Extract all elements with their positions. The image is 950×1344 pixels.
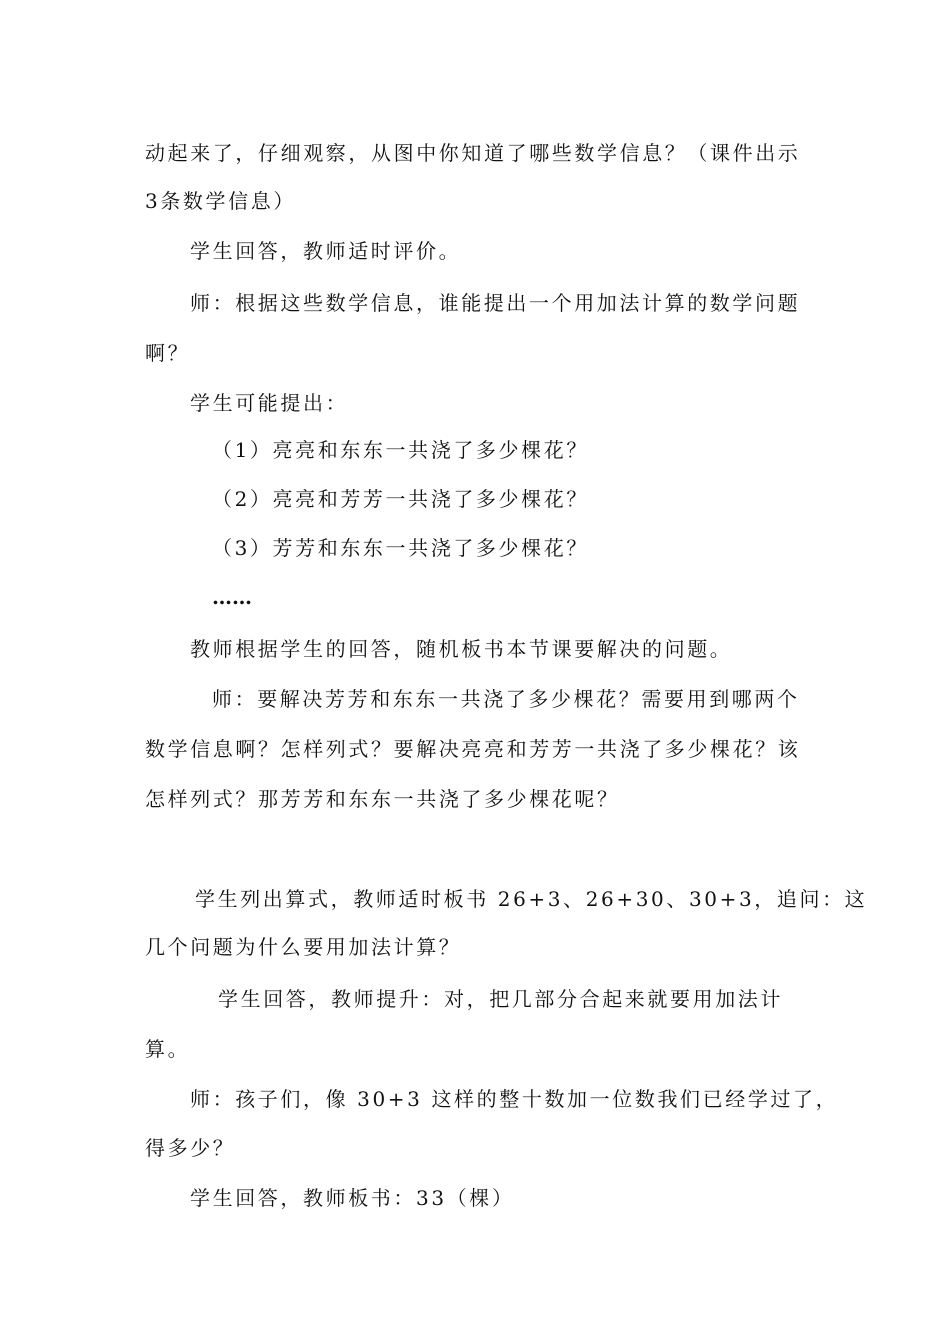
paragraph-line: 数学信息啊？怎样列式？要解决亮亮和芳芳一共浇了多少棵花？该 <box>145 737 801 761</box>
paragraph-line: 学生可能提出： <box>190 391 349 415</box>
paragraph-line: 学生回答，教师提升：对，把几部分合起来就要用加法计 <box>218 987 783 1011</box>
list-item: （3）芳芳和东东一共浇了多少棵花？ <box>212 536 589 560</box>
paragraph-line: 师：要解决芳芳和东东一共浇了多少棵花？需要用到哪两个 <box>212 687 800 711</box>
paragraph-line: 几个问题为什么要用加法计算？ <box>145 935 462 959</box>
paragraph-line: 学生回答，教师板书：33（棵） <box>190 1186 515 1210</box>
list-item: （2）亮亮和芳芳一共浇了多少棵花？ <box>212 487 589 511</box>
paragraph-line: 学生列出算式，教师适时板书 26+3、26+30、30+3，追问：这 <box>195 887 868 911</box>
paragraph-line: 师：根据这些数学信息，谁能提出一个用加法计算的数学问题 <box>190 291 801 315</box>
paragraph-line: 教师根据学生的回答，随机板书本节课要解决的问题。 <box>190 637 733 661</box>
paragraph-line: 学生回答，教师适时评价。 <box>190 239 462 263</box>
list-ellipsis: …… <box>212 585 252 609</box>
paragraph-line: 动起来了，仔细观察，从图中你知道了哪些数学信息？（课件出示 <box>145 141 801 165</box>
list-item: （1）亮亮和东东一共浇了多少棵花？ <box>212 438 589 462</box>
paragraph-line: 算。 <box>145 1037 191 1061</box>
paragraph-line: 3条数学信息） <box>145 189 296 213</box>
paragraph-line: 得多少？ <box>145 1136 236 1160</box>
paragraph-line: 怎样列式？那芳芳和东东一共浇了多少棵花呢？ <box>145 787 620 811</box>
paragraph-line: 啊？ <box>145 341 191 365</box>
paragraph-line: 师：孩子们，像 30+3 这样的整十数加一位数我们已经学过了， <box>190 1087 839 1111</box>
